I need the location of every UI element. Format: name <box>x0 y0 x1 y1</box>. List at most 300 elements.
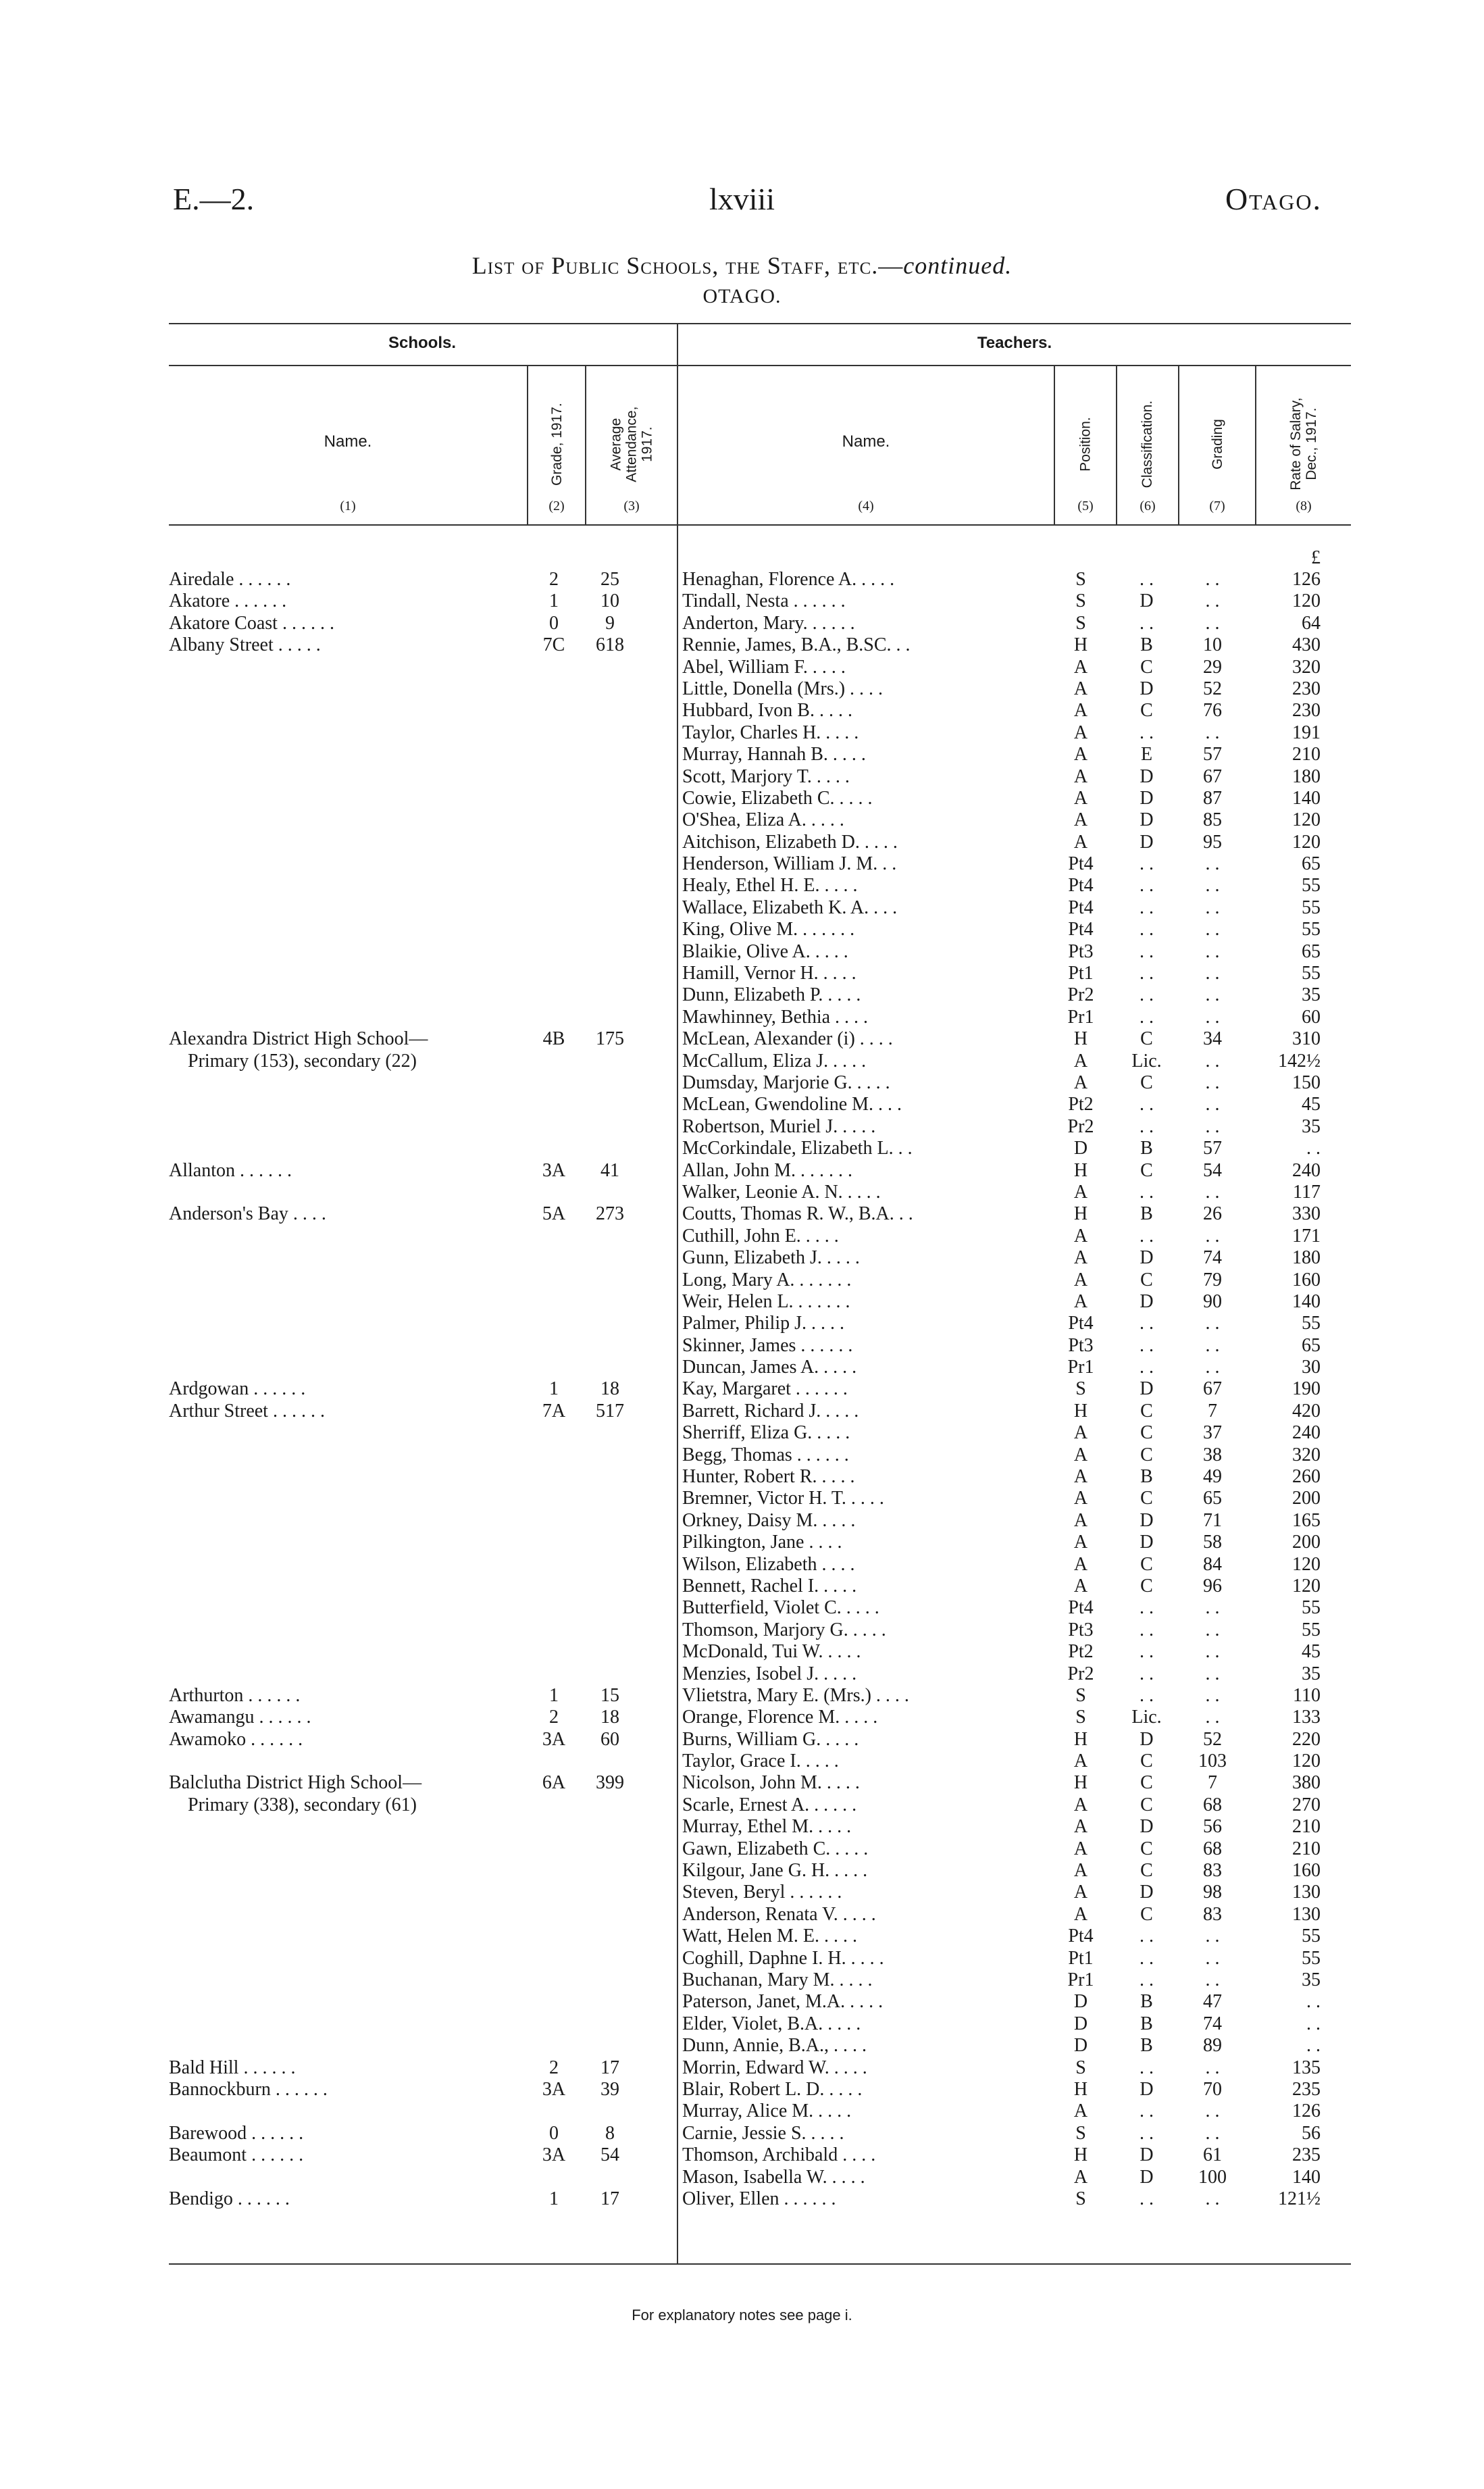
cell-salary: 190 <box>1292 1378 1321 1400</box>
cell-grading: . . <box>1205 1707 1220 1728</box>
table-row <box>169 1182 1351 1203</box>
cell-classification: D <box>1140 1882 1154 1903</box>
cell-grading: . . <box>1205 1357 1220 1378</box>
cell-classification: C <box>1140 656 1153 678</box>
cell-teacher-name: Morrin, Edward W. . . . . <box>682 2057 867 2078</box>
table-row <box>169 1969 1351 1991</box>
table-row <box>169 1663 1351 1685</box>
cell-position: Pr2 <box>1067 1115 1094 1137</box>
table-row <box>169 1816 1351 1838</box>
cell-grade: 2 <box>549 1707 559 1728</box>
cell-position: A <box>1073 678 1088 699</box>
cell-position: A <box>1073 1532 1088 1553</box>
cell-classification: . . <box>1140 1225 1154 1247</box>
cell-attendance: 618 <box>596 634 624 656</box>
title-main: List of Public Schools, the Staff, etc.— <box>471 252 904 279</box>
cell-classification: B <box>1140 1203 1153 1225</box>
cell-classification: . . <box>1140 963 1154 984</box>
cell-position: S <box>1075 2188 1086 2209</box>
cell-teacher-name: Robertson, Muriel J. . . . . <box>682 1115 876 1137</box>
cell-grading: 37 <box>1203 1422 1222 1444</box>
table-row <box>169 1028 1351 1050</box>
table-row <box>169 1007 1351 1028</box>
cell-teacher-name: Duncan, James A. . . . . <box>682 1357 857 1378</box>
cell-position: A <box>1073 2101 1088 2122</box>
cell-classification: D <box>1140 1532 1154 1553</box>
table-row <box>169 1051 1351 1072</box>
cell-grading: 67 <box>1203 1378 1222 1400</box>
cell-classification: C <box>1140 1553 1153 1575</box>
table-row <box>169 1597 1351 1619</box>
cell-classification: Lic. <box>1131 1707 1162 1728</box>
cell-salary: 210 <box>1292 1816 1321 1838</box>
cell-salary: 210 <box>1292 1838 1321 1859</box>
cell-teacher-name: Vlietstra, Mary E. (Mrs.) . . . . <box>682 1684 909 1706</box>
cell-classification: C <box>1140 700 1153 722</box>
cell-position: A <box>1073 1181 1088 1203</box>
cell-grading: 79 <box>1203 1269 1222 1290</box>
cell-classification: B <box>1140 1466 1153 1488</box>
cell-teacher-name: Cowie, Elizabeth C. . . . . <box>682 787 873 809</box>
cell-salary: . . <box>1306 1991 1321 2013</box>
cell-teacher-name: Hunter, Robert R. . . . . <box>682 1466 855 1488</box>
cell-salary: 235 <box>1292 2144 1321 2166</box>
cell-teacher-name: Paterson, Janet, M.A. . . . . <box>682 1991 884 2013</box>
cell-salary: 121½ <box>1278 2188 1321 2209</box>
cell-teacher-name: Allan, John M. . . . . . . <box>682 1159 852 1181</box>
cell-position: Pt4 <box>1068 897 1094 918</box>
cell-position: Pr1 <box>1067 1006 1094 1028</box>
cell-salary: 130 <box>1292 1903 1321 1925</box>
cell-salary: . . <box>1306 1138 1321 1159</box>
cell-teacher-name: McCorkindale, Elizabeth L. . . <box>682 1138 913 1159</box>
currency-symbol: £ <box>1311 547 1321 568</box>
table-row <box>169 613 1351 634</box>
cell-salary: 35 <box>1302 1115 1321 1137</box>
cell-teacher-name: Oliver, Ellen . . . . . . <box>682 2188 836 2209</box>
cell-classification: D <box>1140 765 1154 787</box>
cell-grading: . . <box>1205 875 1220 897</box>
cell-grade: 1 <box>549 1684 559 1706</box>
cell-teacher-name: Kay, Margaret . . . . . . <box>682 1378 848 1400</box>
table-row <box>169 766 1351 788</box>
cell-salary: . . <box>1306 2013 1321 2034</box>
cell-position: A <box>1073 1794 1088 1815</box>
cell-salary: 200 <box>1292 1532 1321 1553</box>
table-row <box>169 744 1351 765</box>
cell-school-name: Primary (153), secondary (22) <box>169 1050 417 1072</box>
cell-grading: 90 <box>1203 1290 1222 1312</box>
cell-classification: . . <box>1140 1684 1154 1706</box>
table-row <box>169 832 1351 853</box>
table-row <box>169 853 1351 875</box>
cell-grading: . . <box>1205 2122 1220 2144</box>
table-row <box>169 1926 1351 1947</box>
table-row <box>169 1641 1351 1663</box>
cell-teacher-name: Blaikie, Olive A. . . . . <box>682 940 848 962</box>
cell-grade: 3A <box>542 1159 566 1181</box>
cell-classification: D <box>1140 2166 1154 2188</box>
cell-grading: 65 <box>1203 1488 1222 1509</box>
cell-classification: . . <box>1140 1181 1154 1203</box>
cell-salary: 142½ <box>1278 1050 1321 1072</box>
title-italic: continued. <box>903 252 1013 279</box>
cell-position: A <box>1073 1466 1088 1488</box>
cell-position: A <box>1073 722 1088 743</box>
cell-attendance: 175 <box>596 1028 624 1050</box>
cell-salary: 126 <box>1292 569 1321 590</box>
cell-classification: . . <box>1140 1313 1154 1334</box>
cell-attendance: 54 <box>600 2144 619 2166</box>
cell-attendance: 25 <box>600 569 619 590</box>
cell-position: A <box>1073 1553 1088 1575</box>
cell-attendance: 8 <box>605 2122 615 2144</box>
table-row <box>169 1554 1351 1576</box>
cell-teacher-name: Anderson, Renata V. . . . . <box>682 1903 876 1925</box>
cell-grade: 4B <box>542 1028 565 1050</box>
cell-salary: 240 <box>1292 1422 1321 1444</box>
cell-salary: 55 <box>1302 963 1321 984</box>
cell-grading: 34 <box>1203 1028 1222 1050</box>
table-row <box>169 1466 1351 1488</box>
cell-teacher-name: Coutts, Thomas R. W., B.A. . . <box>682 1203 913 1225</box>
table-row <box>169 1401 1351 1422</box>
table-row <box>169 1444 1351 1466</box>
cell-teacher-name: Sherriff, Eliza G. . . . . <box>682 1422 850 1444</box>
cell-salary: 117 <box>1293 1181 1321 1203</box>
cell-grading: . . <box>1205 1225 1220 1247</box>
cell-classification: Lic. <box>1131 1050 1162 1072</box>
cell-classification: D <box>1140 2078 1154 2100</box>
cell-salary: 171 <box>1292 1225 1321 1247</box>
table-row <box>169 1619 1351 1641</box>
cell-teacher-name: Thomson, Archibald . . . . <box>682 2144 876 2166</box>
cell-grading: 57 <box>1203 1138 1222 1159</box>
cell-position: A <box>1073 1903 1088 1925</box>
cell-school-name: Allanton . . . . . . <box>169 1159 292 1181</box>
table-row <box>169 1991 1351 2013</box>
cell-classification: . . <box>1140 612 1154 634</box>
cell-salary: 133 <box>1292 1707 1321 1728</box>
cell-teacher-name: Elder, Violet, B.A. . . . . <box>682 2013 861 2034</box>
staff-table <box>169 547 1351 2210</box>
cell-attendance: 17 <box>600 2057 619 2078</box>
cell-teacher-name: Tindall, Nesta . . . . . . <box>682 590 846 612</box>
cell-teacher-name: O'Shea, Eliza A. . . . . <box>682 809 844 831</box>
cell-position: A <box>1073 2166 1088 2188</box>
cell-attendance: 18 <box>600 1707 619 1728</box>
col-header-salary: Rate of Salary, Dec., 1917. <box>1287 397 1319 491</box>
cell-teacher-name: Murray, Hannah B. . . . . <box>682 744 866 765</box>
cell-classification: . . <box>1140 1334 1154 1356</box>
cell-teacher-name: Wallace, Elizabeth K. A. . . . <box>682 897 898 918</box>
cell-position: Pt3 <box>1068 1334 1094 1356</box>
cell-classification: D <box>1140 1509 1154 1531</box>
cell-teacher-name: Scarle, Ernest A. . . . . . <box>682 1794 857 1815</box>
cell-grading: . . <box>1205 1181 1220 1203</box>
col-number-5: (5) <box>1077 499 1094 513</box>
cell-teacher-name: Steven, Beryl . . . . . . <box>682 1882 842 1903</box>
table-row <box>169 2013 1351 2035</box>
col-number-3: (3) <box>623 499 640 513</box>
cell-grade: 7C <box>542 634 565 656</box>
cell-classification: C <box>1140 1794 1153 1815</box>
cell-salary: 320 <box>1292 656 1321 678</box>
cell-grading: 7 <box>1208 1772 1217 1794</box>
table-row <box>169 1072 1351 1094</box>
table-row <box>169 2057 1351 2079</box>
cell-grading: 98 <box>1203 1882 1222 1903</box>
cell-position: A <box>1073 831 1088 853</box>
cell-position: A <box>1073 744 1088 765</box>
table-row <box>169 1772 1351 1794</box>
cell-position: A <box>1073 1838 1088 1859</box>
cell-position: S <box>1075 2122 1086 2144</box>
cell-position: Pr2 <box>1067 984 1094 1006</box>
cell-classification: C <box>1140 1772 1153 1794</box>
cell-classification: . . <box>1140 569 1154 590</box>
cell-teacher-name: Orange, Florence M. . . . . <box>682 1707 878 1728</box>
cell-classification: B <box>1140 2035 1153 2057</box>
cell-position: H <box>1073 1159 1088 1181</box>
cell-teacher-name: Bremner, Victor H. T. . . . . <box>682 1488 884 1509</box>
table-row <box>169 1378 1351 1400</box>
group-header-rule <box>169 365 1351 366</box>
table-row <box>169 2144 1351 2166</box>
cell-grade: 2 <box>549 2057 559 2078</box>
cell-salary: 55 <box>1302 1597 1321 1619</box>
cell-teacher-name: Begg, Thomas . . . . . . <box>682 1444 849 1465</box>
cell-salary: 65 <box>1302 853 1321 875</box>
cell-classification: . . <box>1140 1357 1154 1378</box>
cell-grading: . . <box>1205 1926 1220 1947</box>
table-row <box>169 1794 1351 1816</box>
cell-position: H <box>1073 1203 1088 1225</box>
cell-salary: 210 <box>1292 744 1321 765</box>
cell-classification: D <box>1140 590 1154 612</box>
cell-classification: C <box>1140 1860 1153 1882</box>
cell-classification: C <box>1140 1903 1153 1925</box>
table-row <box>169 1226 1351 1247</box>
cell-grade: 7A <box>542 1400 566 1422</box>
group-header-schools: Schools. <box>388 334 457 352</box>
cell-position: Pt4 <box>1068 919 1094 940</box>
cell-school-name: Alexandra District High School— <box>169 1028 428 1050</box>
cell-salary: 420 <box>1292 1400 1321 1422</box>
cell-position: Pt1 <box>1068 1947 1094 1969</box>
cell-grading: 100 <box>1198 2166 1227 2188</box>
cell-position: D <box>1073 1138 1088 1159</box>
cell-classification: . . <box>1140 1663 1154 1684</box>
cell-salary: 230 <box>1292 700 1321 722</box>
cell-grading: 89 <box>1203 2035 1222 2057</box>
cell-grading: . . <box>1205 2101 1220 2122</box>
cell-position: A <box>1073 765 1088 787</box>
cell-classification: . . <box>1140 1969 1154 1990</box>
cell-teacher-name: King, Olive M. . . . . . . <box>682 919 855 940</box>
cell-position: A <box>1073 1290 1088 1312</box>
cell-grading: 29 <box>1203 656 1222 678</box>
cell-classification: . . <box>1140 1597 1154 1619</box>
cell-classification: C <box>1140 1400 1153 1422</box>
cell-salary: 130 <box>1292 1882 1321 1903</box>
cell-classification: D <box>1140 2144 1154 2166</box>
cell-teacher-name: Scott, Marjory T. . . . . <box>682 765 850 787</box>
cell-position: A <box>1073 1509 1088 1531</box>
cell-teacher-name: Taylor, Charles H. . . . . <box>682 722 859 743</box>
table-row <box>169 1948 1351 1969</box>
cell-position: A <box>1073 656 1088 678</box>
col-number-8: (8) <box>1296 499 1312 513</box>
cell-grading: . . <box>1205 1969 1220 1990</box>
cell-classification: . . <box>1140 1619 1154 1640</box>
cell-grading: . . <box>1205 897 1220 918</box>
cell-position: Pt2 <box>1068 1094 1094 1115</box>
cell-salary: 55 <box>1302 1926 1321 1947</box>
cell-salary: 235 <box>1292 2078 1321 2100</box>
table-row <box>169 678 1351 700</box>
cell-position: D <box>1073 2035 1088 2057</box>
cell-position: Pr2 <box>1067 1663 1094 1684</box>
cell-teacher-name: Pilkington, Jane . . . . <box>682 1532 842 1553</box>
cell-position: H <box>1073 1400 1088 1422</box>
cell-position: H <box>1073 1728 1088 1750</box>
cell-grading: . . <box>1205 612 1220 634</box>
cell-teacher-name: Palmer, Philip J. . . . . <box>682 1313 844 1334</box>
cell-salary: 140 <box>1292 1290 1321 1312</box>
cell-classification: . . <box>1140 2122 1154 2144</box>
cell-grade: 0 <box>549 612 559 634</box>
cell-teacher-name: Cuthill, John E. . . . . <box>682 1225 839 1247</box>
col-header-school-name: Name. <box>324 432 372 451</box>
table-row <box>169 2167 1351 2188</box>
cell-grading: 76 <box>1203 700 1222 722</box>
cell-salary: 110 <box>1293 1684 1321 1706</box>
cell-grading: 95 <box>1203 831 1222 853</box>
cell-position: S <box>1075 1684 1086 1706</box>
cell-teacher-name: Gunn, Elizabeth J. . . . . <box>682 1247 860 1269</box>
table-row <box>169 1510 1351 1532</box>
col-header-position: Position. <box>1077 417 1094 472</box>
table-row <box>169 1138 1351 1159</box>
cell-position: A <box>1073 787 1088 809</box>
cell-salary: 55 <box>1302 919 1321 940</box>
cell-grading: 56 <box>1203 1816 1222 1838</box>
table-row <box>169 1707 1351 1728</box>
cell-grading: . . <box>1205 1313 1220 1334</box>
cell-classification: D <box>1140 1728 1154 1750</box>
cell-salary: 140 <box>1292 2166 1321 2188</box>
table-row <box>169 1269 1351 1291</box>
table-row <box>169 2188 1351 2210</box>
cell-position: Pt3 <box>1068 940 1094 962</box>
cell-classification: C <box>1140 1269 1153 1290</box>
table-row <box>169 1313 1351 1334</box>
cell-position: A <box>1073 1444 1088 1465</box>
table-row <box>169 1116 1351 1138</box>
cell-school-name: Akatore Coast . . . . . . <box>169 612 334 634</box>
table-row <box>169 1729 1351 1751</box>
cell-classification: B <box>1140 1991 1153 2013</box>
cell-grading: 54 <box>1203 1159 1222 1181</box>
cell-school-name: Barewood . . . . . . <box>169 2122 304 2144</box>
cell-grading: . . <box>1205 1597 1220 1619</box>
col-number-1: (1) <box>340 499 356 513</box>
cell-grade: 3A <box>542 1728 566 1750</box>
cell-grading: . . <box>1205 590 1220 612</box>
cell-school-name: Bald Hill . . . . . . <box>169 2057 296 2078</box>
table-row <box>169 1488 1351 1509</box>
cell-grading: 84 <box>1203 1553 1222 1575</box>
cell-salary: 120 <box>1292 1575 1321 1597</box>
cell-teacher-name: Nicolson, John M. . . . . <box>682 1772 860 1794</box>
cell-grade: 3A <box>542 2078 566 2100</box>
table-row <box>169 963 1351 984</box>
cell-classification: . . <box>1140 1094 1154 1115</box>
cell-classification: D <box>1140 1290 1154 1312</box>
cell-position: A <box>1073 1860 1088 1882</box>
cell-teacher-name: Little, Donella (Mrs.) . . . . <box>682 678 884 699</box>
cell-teacher-name: Gawn, Elizabeth C. . . . . <box>682 1838 869 1859</box>
col-number-4: (4) <box>858 499 874 513</box>
cell-position: A <box>1073 1050 1088 1072</box>
col-header-grading: Grading <box>1209 419 1225 470</box>
cell-school-name: Beaumont . . . . . . <box>169 2144 304 2166</box>
cell-teacher-name: Barrett, Richard J. . . . . <box>682 1400 859 1422</box>
header-page-number: lxviii <box>709 182 775 216</box>
cell-teacher-name: Carnie, Jessie S. . . . . <box>682 2122 844 2144</box>
table-row <box>169 1685 1351 1707</box>
cell-salary: 191 <box>1292 722 1321 743</box>
cell-teacher-name: Taylor, Grace I. . . . . <box>682 1751 839 1772</box>
cell-school-name: Ardgowan . . . . . . <box>169 1378 306 1400</box>
column-header-rule <box>169 524 1351 526</box>
cell-grading: 38 <box>1203 1444 1222 1465</box>
cell-position: A <box>1073 1247 1088 1269</box>
table-row <box>169 1838 1351 1860</box>
cell-grading: . . <box>1205 940 1220 962</box>
cell-teacher-name: Rennie, James, B.A., B.SC. . . <box>682 634 911 656</box>
col-number-2: (2) <box>548 499 565 513</box>
cell-teacher-name: McLean, Gwendoline M. . . . <box>682 1094 902 1115</box>
cell-grading: 67 <box>1203 765 1222 787</box>
cell-teacher-name: Orkney, Daisy M. . . . . <box>682 1509 856 1531</box>
cell-school-name: Bendigo . . . . . . <box>169 2188 290 2209</box>
cell-grading: 103 <box>1198 1751 1227 1772</box>
cell-grading: . . <box>1205 1050 1220 1072</box>
cell-position: S <box>1075 569 1086 590</box>
cell-position: A <box>1073 1072 1088 1093</box>
cell-position: A <box>1073 809 1088 831</box>
cell-salary: 45 <box>1302 1641 1321 1663</box>
table-row <box>169 1203 1351 1225</box>
table-row <box>169 1422 1351 1444</box>
cell-salary: 270 <box>1292 1794 1321 1815</box>
cell-school-name: Arthurton . . . . . . <box>169 1684 301 1706</box>
cell-grade: 0 <box>549 2122 559 2144</box>
cell-grade: 1 <box>549 590 559 612</box>
cell-classification: D <box>1140 1247 1154 1269</box>
cell-salary: 120 <box>1292 590 1321 612</box>
cell-teacher-name: Menzies, Isobel J. . . . . <box>682 1663 857 1684</box>
cell-position: A <box>1073 1488 1088 1509</box>
cell-grading: 74 <box>1203 2013 1222 2034</box>
col-number-6: (6) <box>1140 499 1156 513</box>
table-row <box>169 1291 1351 1313</box>
table-row <box>169 1247 1351 1269</box>
cell-grading: 96 <box>1203 1575 1222 1597</box>
cell-salary: 165 <box>1292 1509 1321 1531</box>
